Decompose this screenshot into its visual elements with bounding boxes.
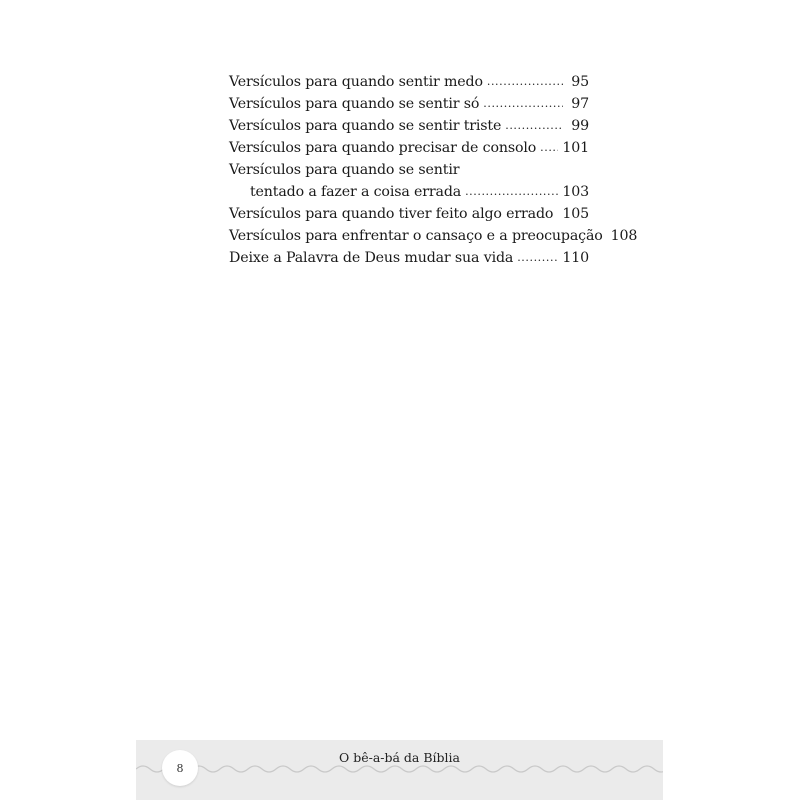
toc-entry-title: Versículos para enfrentar o cansaço e a preocupação bbox=[229, 228, 603, 244]
toc-entry bbox=[229, 118, 589, 140]
toc-entry-page: 110 bbox=[562, 250, 589, 266]
toc-entry-title: Versículos para quando tiver feito algo errado bbox=[229, 206, 554, 222]
toc-entry-page: 97 bbox=[571, 96, 589, 112]
toc-entry bbox=[229, 74, 589, 96]
toc-entry-title: Versículos para quando se sentir só bbox=[229, 96, 480, 112]
toc-entry-continuation-line bbox=[229, 184, 589, 206]
toc-entry-page: 103 bbox=[562, 184, 589, 200]
toc-entry-title: Versículos para quando se sentir triste bbox=[229, 118, 502, 134]
toc-leader-dots bbox=[465, 185, 558, 198]
toc-leader-dots bbox=[557, 207, 558, 220]
toc-entry bbox=[229, 206, 589, 228]
toc-entry-title: Deixe a Palavra de Deus mudar sua vida bbox=[229, 250, 514, 266]
toc-entry-title: Versículos para quando precisar de consolo bbox=[229, 140, 537, 156]
toc-entry-title: Versículos para quando sentir medo bbox=[229, 74, 483, 90]
page-footer bbox=[136, 740, 663, 800]
toc-leader-dots bbox=[517, 251, 558, 264]
table-of-contents bbox=[229, 74, 638, 272]
toc-leader-dots bbox=[540, 141, 558, 154]
toc-leader-dots bbox=[483, 97, 563, 110]
toc-entry-first-line bbox=[229, 162, 589, 184]
toc-entry-page: 99 bbox=[571, 118, 589, 134]
toc-entry-page: 108 bbox=[610, 228, 638, 244]
toc-entry bbox=[229, 250, 589, 272]
toc-entry-continuation: tentado a fazer a coisa errada bbox=[250, 184, 462, 200]
toc-entry bbox=[229, 96, 589, 118]
toc-entry bbox=[229, 228, 638, 250]
page-number-badge bbox=[162, 750, 198, 786]
running-book-title: O bê-a-bá da Bíblia bbox=[338, 750, 460, 765]
toc-entry-page: 101 bbox=[562, 140, 589, 156]
toc-entry-title: Versículos para quando se sentir bbox=[229, 162, 460, 178]
toc-entry-page: 105 bbox=[562, 206, 589, 222]
toc-leader-dots bbox=[505, 119, 563, 132]
toc-leader-dots bbox=[487, 75, 563, 88]
toc-entry bbox=[229, 140, 589, 162]
page-number: 8 bbox=[176, 761, 184, 775]
toc-entry-page: 95 bbox=[571, 74, 589, 90]
